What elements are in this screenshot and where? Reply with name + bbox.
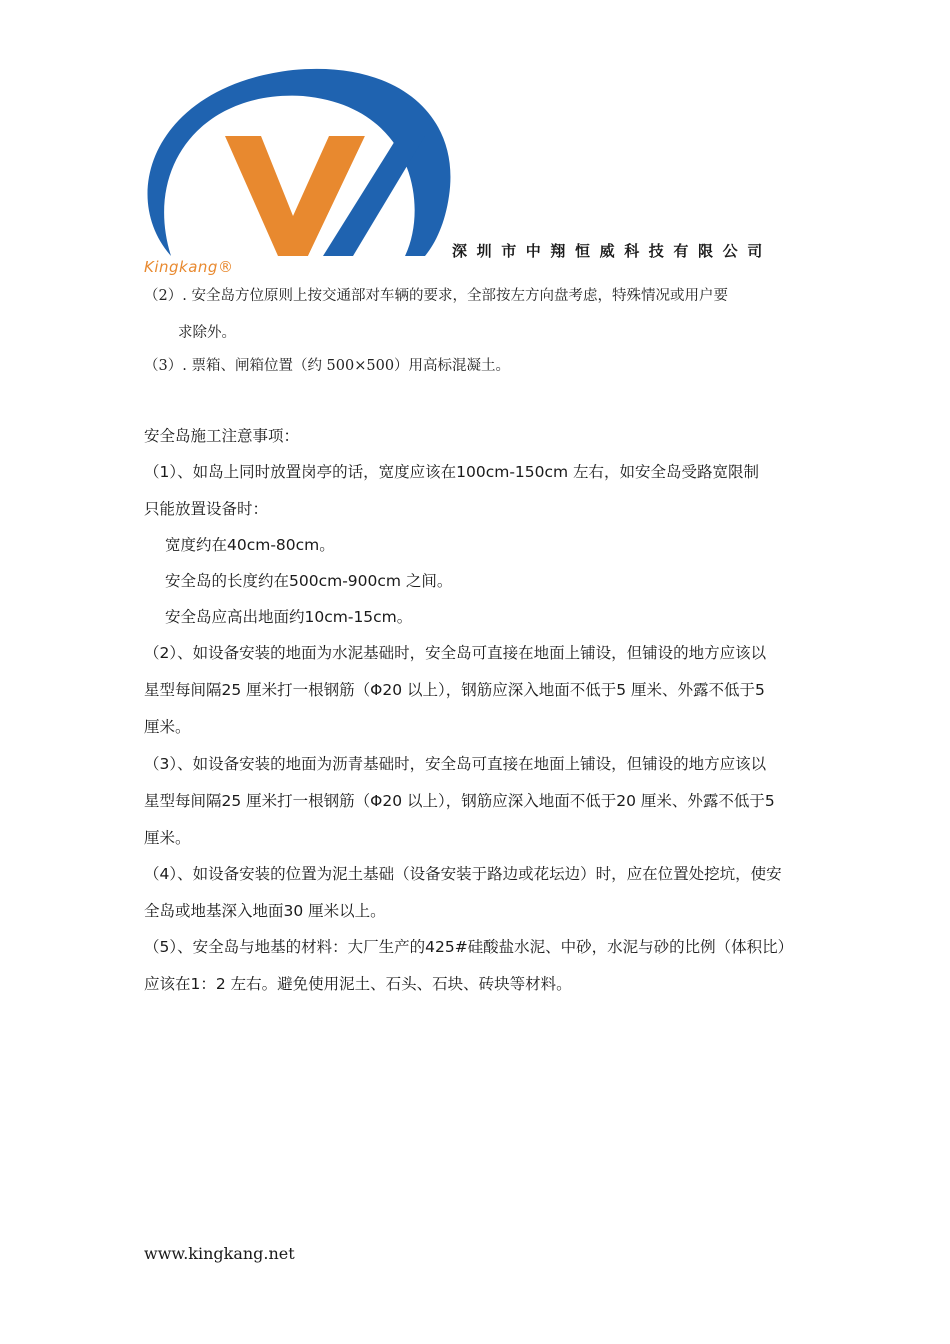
note-2-line-1: （2）、如设备安装的地面为水泥基础时，安全岛可直接在地面上铺设，但铺设的地方应该以 xyxy=(144,644,767,662)
note-1-length: 安全岛的长度约在500cm-900cm 之间。 xyxy=(165,572,453,590)
company-logo xyxy=(143,66,453,260)
footer-url: www.kingkang.net xyxy=(144,1244,295,1263)
company-name: 深圳市中翔恒威科技有限公司 xyxy=(452,242,772,260)
note-1-line-2: 只能放置设备时： xyxy=(144,500,269,518)
note-5-line-1: （5）、安全岛与地基的材料：大厂生产的425#硅酸盐水泥、中砂，水泥与砂的比例（体积比） xyxy=(144,938,794,956)
note-1-height: 安全岛应高出地面约10cm-15cm。 xyxy=(165,608,413,626)
note-2-line-2: 星型每间隔25 厘米打一根钢筋（Φ20 以上），钢筋应深入地面不低于5 厘米、外露不低于5 xyxy=(144,681,765,699)
note-2-line-3: 厘米。 xyxy=(144,718,191,736)
note-1-line-1: （1）、如岛上同时放置岗亭的话，宽度应该在100cm-150cm 左右，如安全岛受路宽限制 xyxy=(144,463,760,481)
note-3-line-1: （3）、如设备安装的地面为沥青基础时，安全岛可直接在地面上铺设，但铺设的地方应该以 xyxy=(144,755,767,773)
note-3-line-2: 星型每间隔25 厘米打一根钢筋（Φ20 以上），钢筋应深入地面不低于20 厘米、外露不低于5 xyxy=(144,792,775,810)
note-1-width: 宽度约在40cm-80cm。 xyxy=(165,536,335,554)
item-2-line-1: （2）. 安全岛方位原则上按交通部对车辆的要求，全部按左方向盘考虑，特殊情况或用户要 xyxy=(144,288,728,304)
item-3: （3）. 票箱、闸箱位置（约 500×500）用高标混凝土。 xyxy=(144,358,511,374)
note-3-line-3: 厘米。 xyxy=(144,829,191,847)
note-4-line-2: 全岛或地基深入地面30 厘米以上。 xyxy=(144,902,386,920)
note-5-line-2: 应该在1：2 左右。避免使用泥土、石头、石块、砖块等材料。 xyxy=(144,975,572,993)
brand-name: Kingkang® xyxy=(144,258,234,276)
note-4-line-1: （4）、如设备安装的位置为泥土基础（设备安装于路边或花坛边）时，应在位置处挖坑，使安 xyxy=(144,865,782,883)
section-heading: 安全岛施工注意事项： xyxy=(144,427,300,445)
item-2-line-2: 求除外。 xyxy=(178,325,236,341)
